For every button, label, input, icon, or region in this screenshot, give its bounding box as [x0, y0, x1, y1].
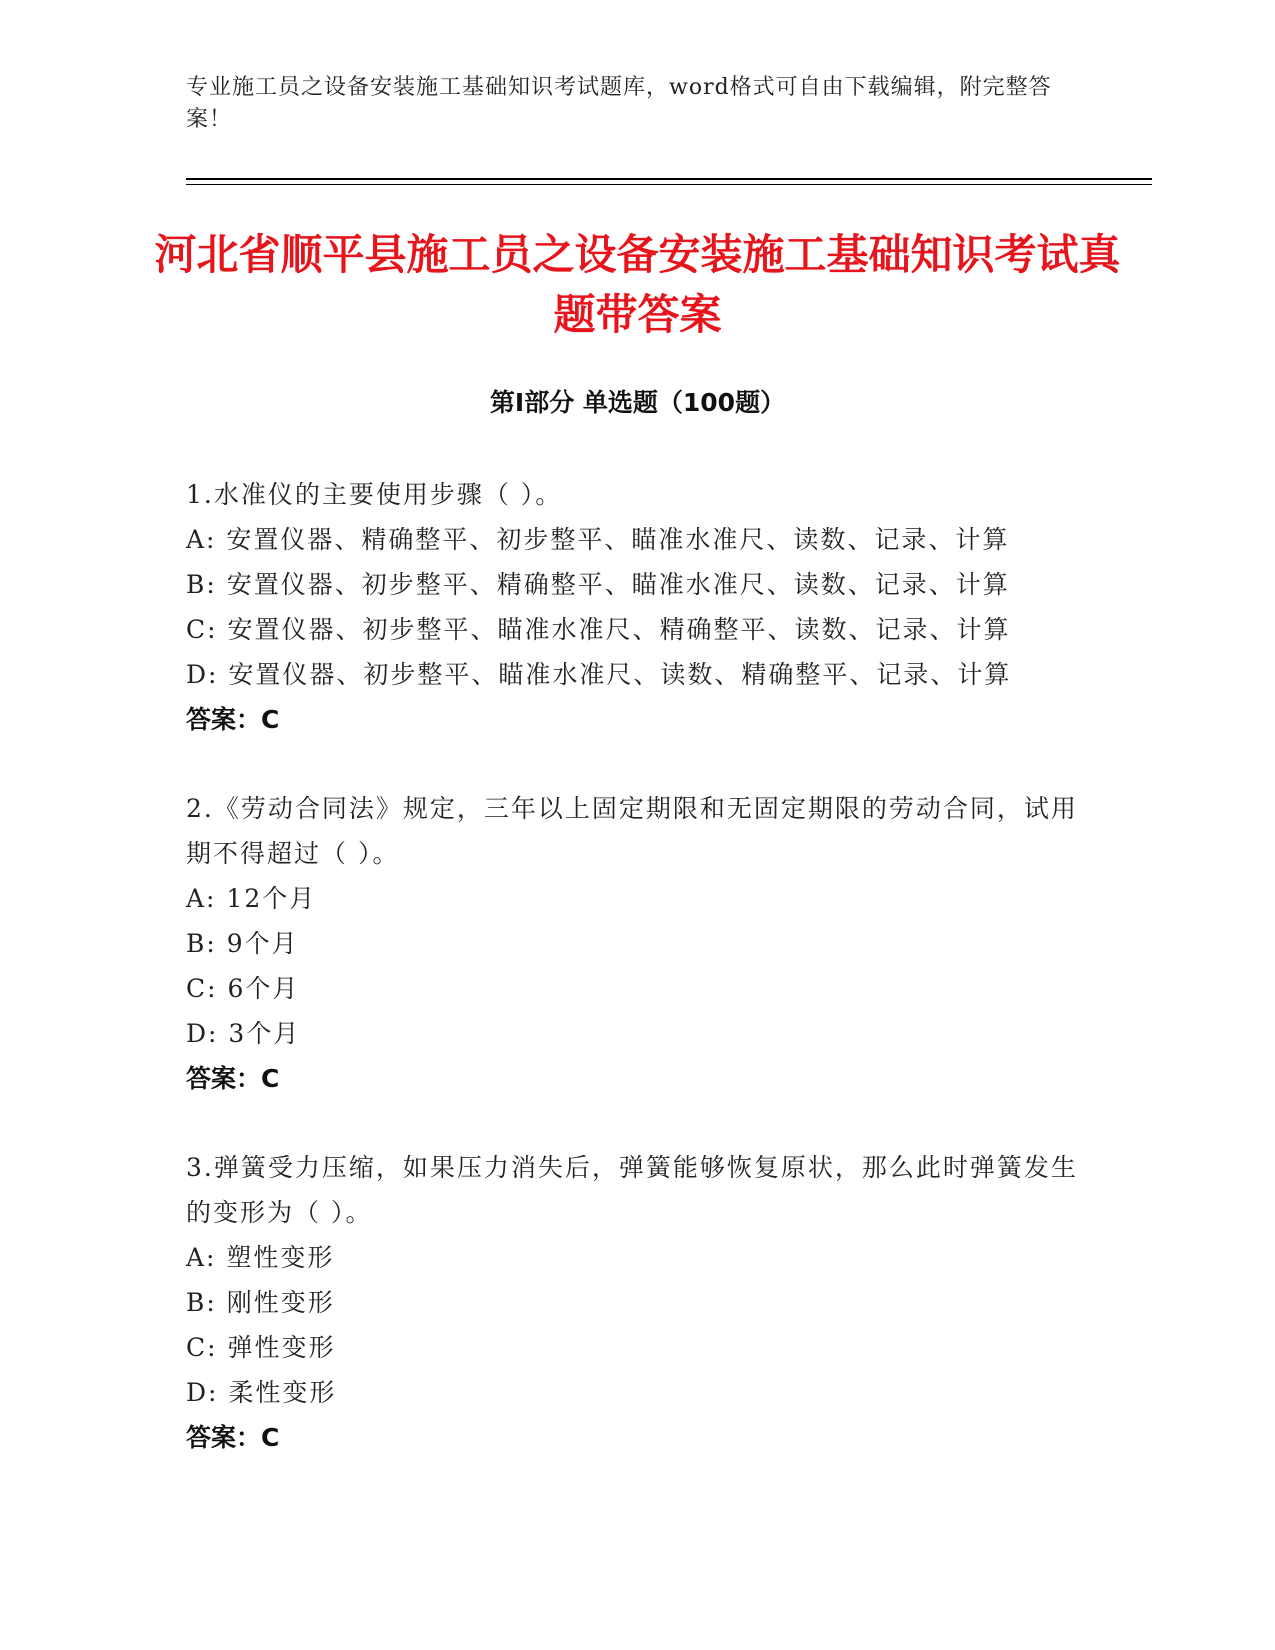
- question-stem: 2.《劳动合同法》规定，三年以上固定期限和无固定期限的劳动合同，试用期不得超过（ ）。: [186, 794, 1078, 868]
- question-3: [186, 1145, 1086, 1460]
- option-b: B: 9个月: [186, 929, 299, 958]
- answer: 答案：C: [186, 1064, 280, 1093]
- option-d: D: 3个月: [186, 1019, 301, 1048]
- document-title: 河北省顺平县施工员之设备安装施工基础知识考试真题带答案: [154, 230, 1121, 339]
- question-stem: 1.水准仪的主要使用步骤（ ）。: [186, 480, 563, 509]
- option-c: C: 弹性变形: [186, 1333, 336, 1362]
- option-a: A: 安置仪器、精确整平、初步整平、瞄准水准尺、读数、记录、计算: [186, 525, 1010, 554]
- option-a: A: 12个月: [186, 884, 317, 913]
- option-b: B: 刚性变形: [186, 1288, 335, 1317]
- option-c: C: 6个月: [186, 974, 300, 1003]
- header-rule-thick: [186, 178, 1152, 180]
- section-heading: 第I部分 单选题（100题）: [489, 388, 786, 417]
- answer: 答案：C: [186, 1423, 280, 1452]
- header-note: 专业施工员之设备安装施工基础知识考试题库，word格式可自由下载编辑，附完整答案！: [186, 75, 1052, 132]
- question-stem: 3.弹簧受力压缩，如果压力消失后，弹簧能够恢复原状，那么此时弹簧发生的变形为（ ）。: [186, 1153, 1078, 1227]
- question-1: [186, 472, 1086, 742]
- answer: 答案：C: [186, 705, 280, 734]
- option-c: C: 安置仪器、初步整平、瞄准水准尺、精确整平、读数、记录、计算: [186, 615, 1011, 644]
- option-a: A: 塑性变形: [186, 1243, 335, 1272]
- question-list: [186, 472, 1086, 1504]
- option-d: D: 安置仪器、初步整平、瞄准水准尺、读数、精确整平、记录、计算: [186, 660, 1012, 689]
- option-d: D: 柔性变形: [186, 1378, 337, 1407]
- option-b: B: 安置仪器、初步整平、精确整平、瞄准水准尺、读数、记录、计算: [186, 570, 1010, 599]
- header-rule-thin: [186, 184, 1152, 185]
- question-2: [186, 786, 1086, 1101]
